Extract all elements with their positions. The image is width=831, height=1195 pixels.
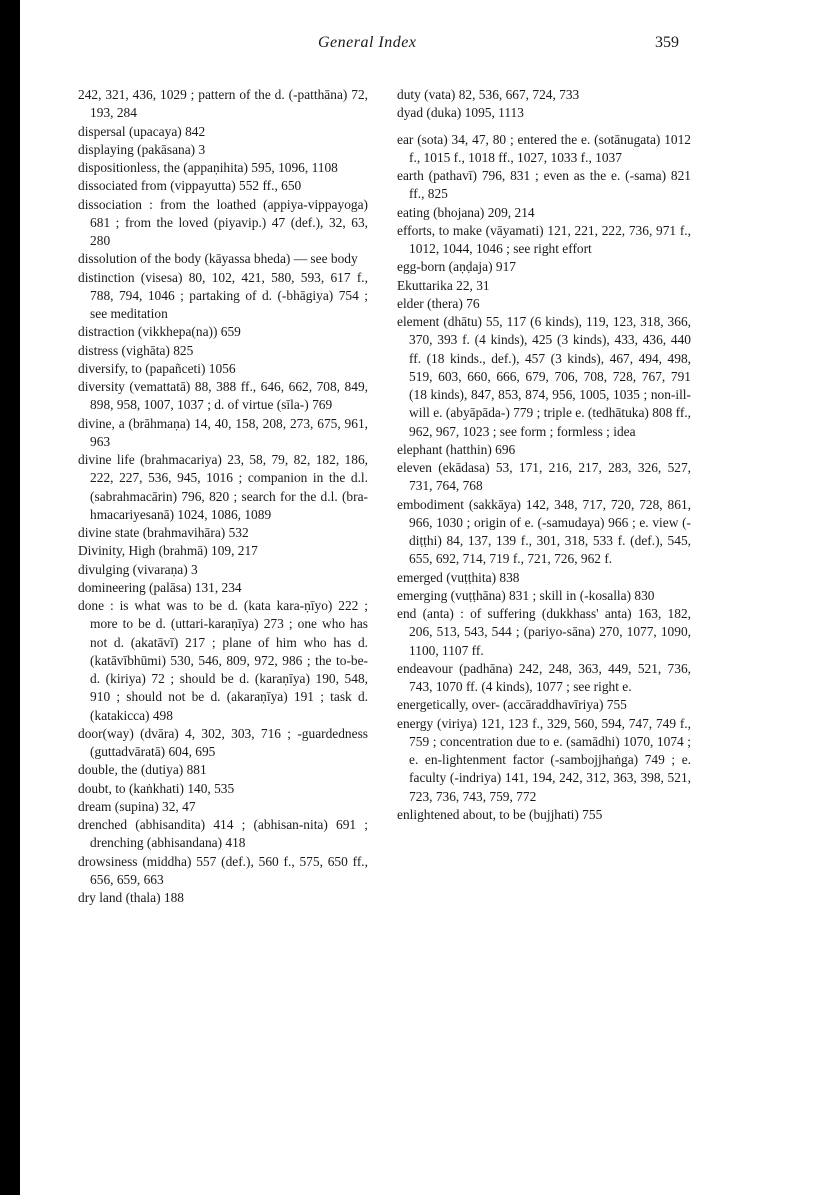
index-entry: 242, 321, 436, 1029 ; pattern of the d. (-patthāna) 72, 193, 284 [78, 87, 368, 121]
index-entry: divine life (brahmacariya) 23, 58, 79, 82, 182, 186, 222, 227, 536, 945, 1016 ; companion in the d.l. (sabrahmacārin) 796, 820 ; search for the d.l. (bra-hmacariyesanā) 1024, 1086, 1089 [78, 452, 368, 522]
index-entry: efforts, to make (vāyamati) 121, 221, 222, 736, 971 f., 1012, 1044, 1046 ; see right effort [397, 222, 691, 256]
page-edge [0, 0, 20, 1195]
index-entry: divine, a (brāhmaṇa) 14, 40, 158, 208, 273, 675, 961, 963 [78, 415, 368, 449]
index-column-right [397, 86, 691, 824]
index-entry: dry land (thala) 188 [78, 890, 184, 905]
page-header [0, 34, 831, 58]
index-entry: dissociated from (vippayutta) 552 ff., 650 [78, 178, 302, 194]
index-entry: elder (thera) 76 [397, 295, 480, 311]
index-entry: dispersal (upacaya) 842 [78, 123, 206, 139]
index-entry: distress (vighāta) 825 [78, 342, 194, 358]
index-entry: egg-born (aṇḍaja) 917 [397, 259, 516, 275]
index-entry: end (anta) : of suffering (dukkhass' anta) 163, 182, 206, 513, 543, 544 ; (pariyo-sāna) 270, 1077, 1090, 1100, 1107 ff. [397, 606, 691, 658]
index-entry: diversity (vemattatā) 88, 388 ff., 646, 662, 708, 849, 898, 958, 1007, 1037 ; d. of virtue (sīla-) 769 [78, 379, 368, 413]
index-entry: dream (supina) 32, 47 [78, 798, 196, 814]
index-entry: drowsiness (middha) 557 (def.), 560 f., 575, 650 ff., 656, 659, 663 [78, 853, 368, 887]
letter-section-gap [397, 123, 691, 131]
index-entry: door(way) (dvāra) 4, 302, 303, 716 ; -guardedness (guttadvāratā) 604, 695 [78, 725, 368, 759]
index-entry: elephant (hatthin) 696 [397, 441, 516, 457]
index-entry: distinction (visesa) 80, 102, 421, 580, 593, 617 f., 788, 794, 1046 ; partaking of d. (-bhāgiya) 754 ; see meditation [78, 269, 368, 321]
index-entry: displaying (pakāsana) 3 [78, 141, 206, 157]
index-entry: earth (pathavī) 796, 831 ; even as the e. (-sama) 821 ff., 825 [397, 168, 691, 202]
index-entry: done : is what was to be d. (kata kara-ṇīyo) 222 ; more to be d. (uttari-karaṇīya) 273 ; one who has not d. (akatāvī) 217 ; plane of him who has d. (katāvībhūmi) 530, 546, 809, 972, 986 ; the to-be-d. (kiriya) 72 ; should be d. (karaṇīya) 190, 548, 910 ; should not be d. (akaraṇīya) 191 ; task d. (katakicca) 498 [78, 598, 368, 723]
index-entry: dissociation : from the loathed (appiya-vippayoga) 681 ; from the loved (piyavip.) 47 (def.), 32, 63, 280 [78, 196, 368, 248]
index-entry: embodiment (sakkāya) 142, 348, 717, 720, 728, 861, 966, 1030 ; origin of e. (-samudaya) 966 ; e. view (-diṭṭhi) 84, 137, 139 f., 301, 318, 533 f. (def.), 545, 655, 692, 714, 719 f., 721, 726, 962 f. [397, 496, 691, 567]
index-entry: energy (viriya) 121, 123 f., 329, 560, 594, 747, 749 f., 759 ; concentration due to e. (samādhi) 1070, 1074 ; e. en-lightenment factor (-sambojjhaṅga) 749 ; e. faculty (-indriya) 141, 194, 242, 312, 363, 398, 521, 723, 736, 743, 759, 772 [397, 715, 691, 804]
index-entry: Ekuttarika 22, 31 [397, 277, 490, 293]
index-entry: duty (vata) 82, 536, 667, 724, 733 [397, 87, 580, 102]
index-entry: endeavour (padhāna) 242, 248, 363, 449, 521, 736, 743, 1070 ff. (4 kinds), 1077 ; see right e. [397, 660, 691, 694]
index-column-left [78, 86, 368, 907]
index-entry: distraction (vikkhepa(na)) 659 [78, 324, 241, 340]
index-entry: divulging (vivaraṇa) 3 [78, 561, 198, 577]
index-entry: emerging (vuṭṭhāna) 831 ; skill in (-kosalla) 830 [397, 587, 655, 603]
page-number: 359 [655, 34, 679, 51]
running-title: General Index [318, 34, 417, 51]
index-entry: ear (sota) 34, 47, 80 ; entered the e. (sotānugata) 1012 f., 1015 f., 1018 ff., 1027, 1033 f., 1037 [397, 131, 691, 165]
index-entry: eating (bhojana) 209, 214 [397, 204, 535, 220]
index-entry: dissolution of the body (kāyassa bheda) — see body [78, 251, 358, 267]
index-entry: divine state (brahmavihāra) 532 [78, 525, 249, 540]
index-entry: diversify, to (papañceti) 1056 [78, 360, 236, 376]
index-entry: emerged (vuṭṭhita) 838 [397, 569, 520, 585]
index-entry: domineering (palāsa) 131, 234 [78, 579, 242, 595]
index-entry: eleven (ekādasa) 53, 171, 216, 217, 283, 326, 527, 731, 764, 768 [397, 460, 691, 494]
index-entry: enlightened about, to be (bujjhati) 755 [397, 806, 603, 822]
index-entry: energetically, over- (accāraddhavīriya) 755 [397, 697, 627, 713]
index-entry: element (dhātu) 55, 117 (6 kinds), 119, 123, 318, 366, 370, 393 f. (4 kinds), 425 (3 kinds), 433, 436, 440 ff. (18 kinds., def.), 457 (3 kinds), 467, 494, 498, 519, 603, 660, 666, 679, 706, 708, 728, 767, 791 (18 kinds), 847, 853, 874, 956, 1005, 1035 ; non-ill-will e. (abyāpāda-) 779 ; triple e. (tedhātuka) 808 ff., 962, 967, 1023 ; see form ; formless ; idea [397, 314, 692, 439]
index-entry: Divinity, High (brahmā) 109, 217 [78, 543, 258, 559]
index-entry: drenched (abhisandita) 414 ; (abhisan-nita) 691 ; drenching (abhisandana) 418 [78, 817, 368, 851]
index-entry: doubt, to (kaṅkhati) 140, 535 [78, 780, 235, 796]
index-entry: double, the (dutiya) 881 [78, 762, 207, 778]
index-entry: dyad (duka) 1095, 1113 [397, 105, 524, 121]
index-entry: dispositionless, the (appaṇihita) 595, 1096, 1108 [78, 160, 338, 175]
